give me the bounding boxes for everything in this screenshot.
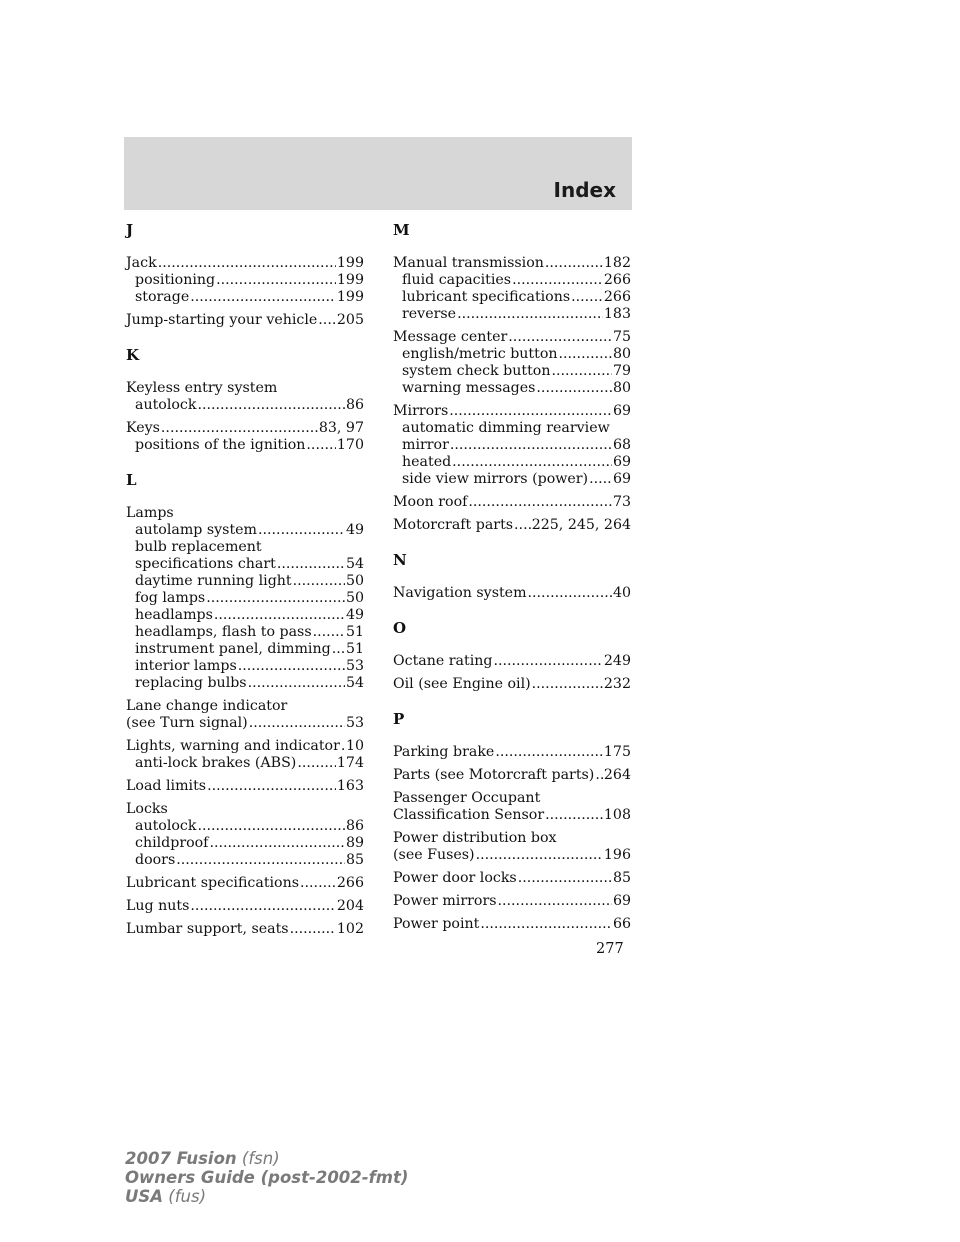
index-subentry bbox=[126, 658, 364, 675]
entry-text: bulb replacement bbox=[135, 539, 262, 555]
dot-leader bbox=[508, 329, 612, 346]
entry-text: warning messages bbox=[402, 380, 536, 396]
page-reference: 66 bbox=[612, 916, 631, 932]
entry-text: Oil (see Engine oil) bbox=[393, 676, 531, 692]
footer-model: 2007 Fusion bbox=[125, 1149, 237, 1168]
dot-leader bbox=[457, 306, 603, 323]
index-entry bbox=[126, 380, 364, 414]
index-letter-heading: L bbox=[126, 471, 137, 489]
page-reference: 51 bbox=[345, 624, 364, 640]
index-entry-line bbox=[393, 767, 631, 784]
dot-leader bbox=[545, 255, 603, 272]
index-entry-line bbox=[126, 875, 364, 892]
index-subentry bbox=[126, 755, 364, 772]
index-entry bbox=[393, 494, 631, 511]
entry-text: doors bbox=[135, 852, 176, 868]
entry-text: Power point bbox=[393, 916, 480, 932]
index-entry-line bbox=[393, 916, 631, 933]
footer-line-3 bbox=[125, 1187, 408, 1206]
page-reference: 204 bbox=[336, 898, 364, 914]
index-subentry bbox=[126, 641, 364, 658]
page-reference: 196 bbox=[603, 847, 631, 863]
entry-text: lubricant specifications bbox=[402, 289, 571, 305]
index-entry bbox=[126, 898, 364, 915]
page-reference: 183 bbox=[603, 306, 631, 322]
index-letter-heading: K bbox=[126, 346, 140, 364]
index-entry-line bbox=[393, 790, 631, 807]
index-subentry bbox=[393, 289, 631, 306]
page-reference: 85 bbox=[345, 852, 364, 868]
dot-leader bbox=[571, 289, 603, 306]
dot-leader bbox=[209, 835, 344, 852]
dot-leader bbox=[258, 522, 345, 539]
index-entry-line bbox=[126, 738, 364, 755]
index-entry-line bbox=[126, 420, 364, 437]
dot-leader bbox=[306, 437, 335, 454]
page-reference: 86 bbox=[345, 397, 364, 413]
entry-text: autolock bbox=[135, 818, 197, 834]
page-reference: 51 bbox=[345, 641, 364, 657]
page-reference: 264 bbox=[603, 767, 631, 783]
footer-guide: Owners Guide (post-2002-fmt) bbox=[125, 1168, 409, 1187]
index-letter-heading: P bbox=[393, 710, 405, 728]
index-subentry bbox=[126, 522, 364, 539]
dot-leader bbox=[207, 778, 336, 795]
index-entry bbox=[126, 801, 364, 869]
dot-leader bbox=[248, 675, 345, 692]
page-reference: 75 bbox=[612, 329, 631, 345]
dot-leader bbox=[476, 847, 603, 864]
index-subentry bbox=[126, 573, 364, 590]
dot-leader bbox=[493, 653, 602, 670]
index-entry bbox=[126, 420, 364, 454]
index-subentry bbox=[126, 590, 364, 607]
dot-leader bbox=[206, 590, 345, 607]
dot-leader bbox=[528, 585, 612, 602]
entry-text: Message center bbox=[393, 329, 508, 345]
page-reference: 53 bbox=[345, 658, 364, 674]
index-entry bbox=[393, 744, 631, 761]
header-band bbox=[124, 137, 632, 210]
index-entry-line bbox=[126, 898, 364, 915]
index-subentry bbox=[126, 272, 364, 289]
entry-text: fluid capacities bbox=[402, 272, 512, 288]
page-reference: 174 bbox=[336, 755, 364, 771]
index-subentry bbox=[126, 818, 364, 835]
dot-leader bbox=[498, 893, 612, 910]
entry-text: automatic dimming rearview bbox=[402, 420, 610, 436]
entry-text: Power mirrors bbox=[393, 893, 497, 909]
entry-text: Manual transmission bbox=[393, 255, 544, 271]
page-reference: 163 bbox=[336, 778, 364, 794]
index-subentry bbox=[126, 675, 364, 692]
entry-text: mirror bbox=[402, 437, 449, 453]
entry-text: storage bbox=[135, 289, 190, 305]
footer-market-code: (fus) bbox=[163, 1187, 207, 1206]
index-entry-line bbox=[126, 778, 364, 795]
dot-leader bbox=[313, 624, 345, 641]
page-reference: 54 bbox=[345, 675, 364, 691]
entry-text: Parts (see Motorcraft parts) bbox=[393, 767, 595, 783]
index-subentry bbox=[393, 306, 631, 323]
dot-leader bbox=[551, 363, 611, 380]
index-entry-line bbox=[393, 676, 631, 693]
index-column-right bbox=[393, 222, 631, 939]
entry-text: headlamps, flash to pass bbox=[135, 624, 312, 640]
index-subentry bbox=[126, 607, 364, 624]
page-reference: 85 bbox=[612, 870, 631, 886]
entry-text: Keys bbox=[126, 420, 160, 436]
page-reference: 69 bbox=[612, 454, 631, 470]
page-reference: 205 bbox=[336, 312, 364, 328]
entry-text: replacing bulbs bbox=[135, 675, 247, 691]
dot-leader bbox=[341, 738, 345, 755]
index-column-left bbox=[126, 222, 364, 944]
dot-leader bbox=[536, 380, 612, 397]
dot-leader bbox=[449, 403, 612, 420]
index-letter-heading: O bbox=[393, 619, 407, 637]
page-reference: 232 bbox=[603, 676, 631, 692]
dot-leader bbox=[589, 471, 612, 488]
index-entry-line bbox=[126, 255, 364, 272]
page-reference: 80 bbox=[612, 346, 631, 362]
entry-text: Lubricant specifications bbox=[126, 875, 300, 891]
page-reference: 86 bbox=[345, 818, 364, 834]
dot-leader bbox=[214, 607, 345, 624]
page-number: 277 bbox=[596, 941, 624, 957]
page-reference: 266 bbox=[336, 875, 364, 891]
entry-text: headlamps bbox=[135, 607, 213, 623]
index-entry bbox=[126, 698, 364, 732]
index-entry bbox=[393, 585, 631, 602]
dot-leader bbox=[332, 641, 345, 658]
dot-leader bbox=[190, 289, 336, 306]
index-entry-line bbox=[126, 715, 364, 732]
entry-text: Power distribution box bbox=[393, 830, 557, 846]
index-subentry bbox=[393, 454, 631, 471]
index-subentry bbox=[126, 289, 364, 306]
index-entry-line bbox=[126, 698, 364, 715]
entry-text: autolock bbox=[135, 397, 197, 413]
index-entry bbox=[126, 312, 364, 329]
index-entry-line bbox=[393, 744, 631, 761]
index-subentry bbox=[393, 471, 631, 488]
index-subentry bbox=[393, 380, 631, 397]
dot-leader bbox=[518, 870, 612, 887]
index-entry bbox=[393, 893, 631, 910]
page-reference: 108 bbox=[603, 807, 631, 823]
page-reference: 69 bbox=[612, 471, 631, 487]
dot-leader bbox=[238, 658, 345, 675]
index-subentry bbox=[393, 272, 631, 289]
page-reference: 10 bbox=[345, 738, 364, 754]
index-entry-line bbox=[393, 255, 631, 272]
page-reference: 69 bbox=[612, 403, 631, 419]
index-subentry bbox=[126, 624, 364, 641]
page-reference: 175 bbox=[603, 744, 631, 760]
dot-leader bbox=[176, 852, 345, 869]
index-subentry bbox=[393, 420, 631, 437]
page-reference: 89 bbox=[345, 835, 364, 851]
entry-text: Navigation system bbox=[393, 585, 527, 601]
index-letter-heading: J bbox=[126, 221, 134, 239]
page-reference: 170 bbox=[336, 437, 364, 453]
entry-text: (see Turn signal) bbox=[126, 715, 248, 731]
dot-leader bbox=[290, 921, 336, 938]
dot-leader bbox=[495, 744, 603, 761]
dot-leader bbox=[318, 312, 336, 329]
entry-text: anti-lock brakes (ABS) bbox=[135, 755, 297, 771]
page-reference: 182 bbox=[603, 255, 631, 271]
page-reference: 249 bbox=[603, 653, 631, 669]
index-entry-line bbox=[126, 801, 364, 818]
index-letter-heading: N bbox=[393, 551, 407, 569]
dot-leader bbox=[249, 715, 345, 732]
index-entry bbox=[126, 255, 364, 306]
entry-text: (see Fuses) bbox=[393, 847, 475, 863]
index-entry bbox=[126, 921, 364, 938]
entry-text: heated bbox=[402, 454, 452, 470]
dot-leader bbox=[514, 517, 531, 534]
entry-text: english/metric button bbox=[402, 346, 558, 362]
entry-text: interior lamps bbox=[135, 658, 237, 674]
index-entry bbox=[126, 875, 364, 892]
index-subentry bbox=[393, 437, 631, 454]
entry-text: Classification Sensor bbox=[393, 807, 545, 823]
page-reference: 53 bbox=[345, 715, 364, 731]
dot-leader bbox=[158, 255, 336, 272]
entry-text: Jack bbox=[126, 255, 157, 271]
entry-text: Lumbar support, seats bbox=[126, 921, 289, 937]
entry-text: Lamps bbox=[126, 505, 174, 521]
entry-text: Lane change indicator bbox=[126, 698, 288, 714]
page-reference: 50 bbox=[345, 573, 364, 589]
index-entry-line bbox=[393, 893, 631, 910]
entry-text: Power door locks bbox=[393, 870, 517, 886]
index-entry bbox=[393, 870, 631, 887]
entry-text: daytime running light bbox=[135, 573, 292, 589]
entry-text: instrument panel, dimming bbox=[135, 641, 331, 657]
dot-leader bbox=[512, 272, 603, 289]
dot-leader bbox=[480, 916, 612, 933]
dot-leader bbox=[161, 420, 318, 437]
index-entry bbox=[393, 767, 631, 784]
entry-text: Parking brake bbox=[393, 744, 495, 760]
entry-text: positioning bbox=[135, 272, 216, 288]
index-subentry bbox=[393, 346, 631, 363]
entry-text: Keyless entry system bbox=[126, 380, 278, 396]
entry-text: Jump-starting your vehicle bbox=[126, 312, 318, 328]
index-entry bbox=[393, 790, 631, 824]
index-subentry bbox=[126, 556, 364, 573]
index-entry-line bbox=[126, 380, 364, 397]
index-entry-line bbox=[393, 329, 631, 346]
dot-leader bbox=[559, 346, 612, 363]
dot-leader bbox=[197, 397, 344, 414]
index-entry-line bbox=[393, 830, 631, 847]
index-entry bbox=[393, 517, 631, 534]
index-entry bbox=[393, 676, 631, 693]
page-reference: 54 bbox=[345, 556, 364, 572]
entry-text: specifications chart bbox=[135, 556, 276, 572]
index-entry bbox=[126, 738, 364, 772]
dot-leader bbox=[277, 556, 345, 573]
dot-leader bbox=[297, 755, 336, 772]
entry-text: Load limits bbox=[126, 778, 207, 794]
page-reference: 199 bbox=[336, 289, 364, 305]
page-title: Index bbox=[553, 178, 616, 202]
entry-text: Moon roof bbox=[393, 494, 468, 510]
index-entry-line bbox=[393, 807, 631, 824]
page-reference: 50 bbox=[345, 590, 364, 606]
index-entry-line bbox=[393, 585, 631, 602]
entry-text: fog lamps bbox=[135, 590, 206, 606]
page-reference: 266 bbox=[603, 289, 631, 305]
index-subentry bbox=[393, 363, 631, 380]
page-reference: 266 bbox=[603, 272, 631, 288]
page-reference: 225, 245, 264 bbox=[531, 517, 631, 533]
entry-text: Motorcraft parts bbox=[393, 517, 514, 533]
page-reference: 49 bbox=[345, 607, 364, 623]
page-reference: 199 bbox=[336, 255, 364, 271]
page-reference: 73 bbox=[612, 494, 631, 510]
entry-text: side view mirrors (power) bbox=[402, 471, 589, 487]
dot-leader bbox=[595, 767, 603, 784]
entry-text: childproof bbox=[135, 835, 209, 851]
dot-leader bbox=[532, 676, 603, 693]
page-reference: 199 bbox=[336, 272, 364, 288]
index-entry bbox=[126, 505, 364, 692]
page-reference: 69 bbox=[612, 893, 631, 909]
page-reference: 40 bbox=[612, 585, 631, 601]
entry-text: positions of the ignition bbox=[135, 437, 306, 453]
index-entry bbox=[393, 653, 631, 670]
entry-text: Passenger Occupant bbox=[393, 790, 541, 806]
index-entry bbox=[393, 403, 631, 488]
index-entry-line bbox=[393, 517, 631, 534]
index-entry-line bbox=[393, 653, 631, 670]
index-entry bbox=[393, 329, 631, 397]
dot-leader bbox=[468, 494, 612, 511]
page-reference: 49 bbox=[345, 522, 364, 538]
entry-text: Locks bbox=[126, 801, 168, 817]
index-subentry bbox=[126, 397, 364, 414]
index-entry-line bbox=[393, 870, 631, 887]
entry-text: Lug nuts bbox=[126, 898, 190, 914]
entry-text: Lights, warning and indicator bbox=[126, 738, 340, 754]
dot-leader bbox=[190, 898, 335, 915]
entry-text: autolamp system bbox=[135, 522, 258, 538]
index-entry-line bbox=[126, 505, 364, 522]
page-reference: 83, 97 bbox=[318, 420, 364, 436]
dot-leader bbox=[216, 272, 336, 289]
index-subentry bbox=[126, 539, 364, 556]
footer-line-2 bbox=[125, 1168, 408, 1187]
index-entry-line bbox=[393, 847, 631, 864]
page-reference: 79 bbox=[612, 363, 631, 379]
dot-leader bbox=[452, 454, 612, 471]
index-entry bbox=[393, 255, 631, 323]
index-subentry bbox=[126, 852, 364, 869]
dot-leader bbox=[545, 807, 603, 824]
index-entry bbox=[393, 830, 631, 864]
index-entry bbox=[126, 778, 364, 795]
entry-text: reverse bbox=[402, 306, 457, 322]
entry-text: Octane rating bbox=[393, 653, 493, 669]
dot-leader bbox=[300, 875, 336, 892]
footer bbox=[125, 1149, 408, 1206]
index-entry-line bbox=[126, 921, 364, 938]
index-entry-line bbox=[393, 403, 631, 420]
footer-line-1 bbox=[125, 1149, 408, 1168]
footer-model-code: (fsn) bbox=[236, 1149, 280, 1168]
index-subentry bbox=[126, 437, 364, 454]
entry-text: Mirrors bbox=[393, 403, 449, 419]
index-entry-line bbox=[126, 312, 364, 329]
dot-leader bbox=[197, 818, 344, 835]
index-subentry bbox=[126, 835, 364, 852]
entry-text: system check button bbox=[402, 363, 551, 379]
index-entry-line bbox=[393, 494, 631, 511]
dot-leader bbox=[293, 573, 345, 590]
page-reference: 68 bbox=[612, 437, 631, 453]
dot-leader bbox=[450, 437, 612, 454]
index-letter-heading: M bbox=[393, 221, 410, 239]
index-entry bbox=[393, 916, 631, 933]
footer-market: USA bbox=[125, 1187, 164, 1206]
page-reference: 80 bbox=[612, 380, 631, 396]
page-reference: 102 bbox=[336, 921, 364, 937]
